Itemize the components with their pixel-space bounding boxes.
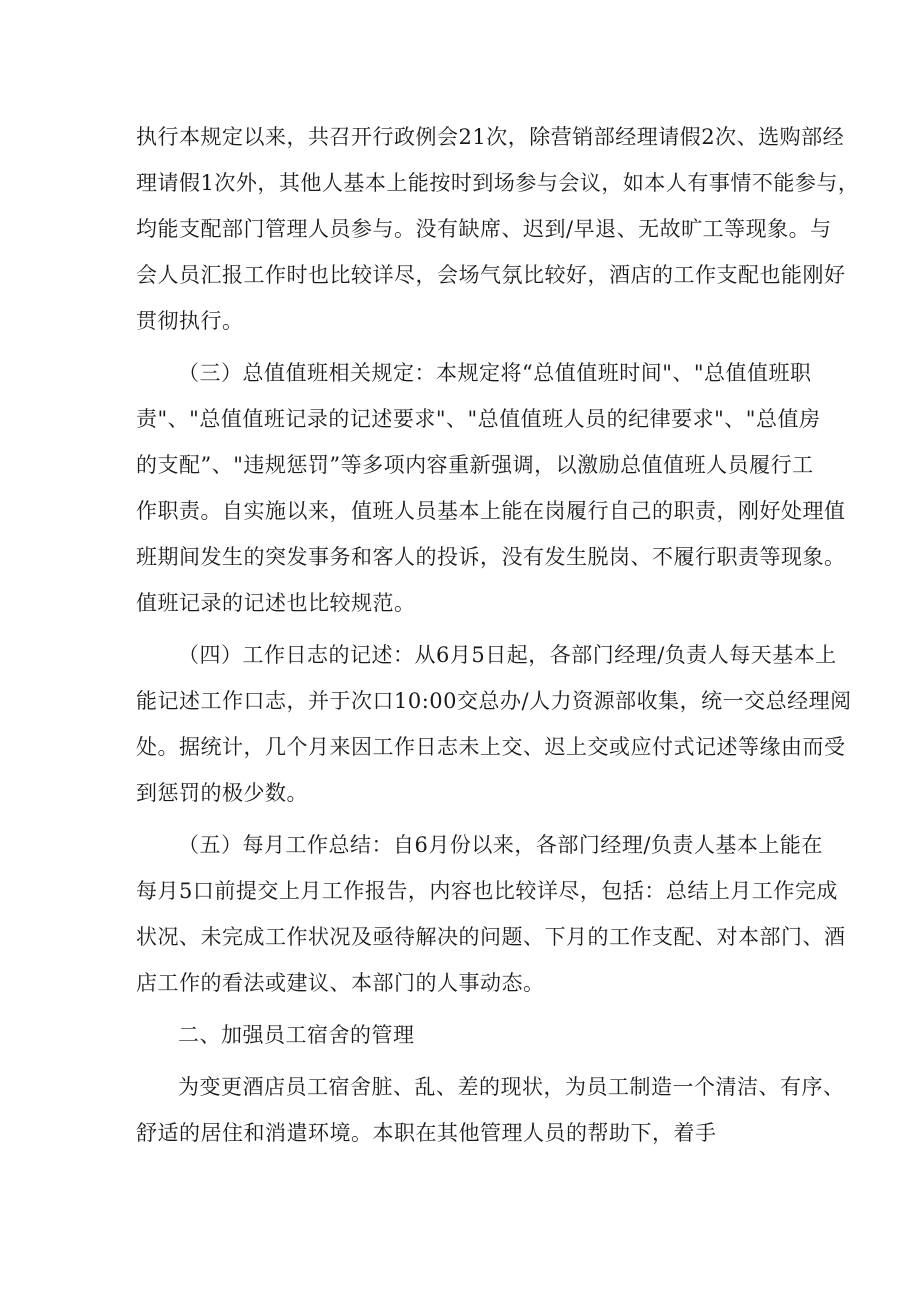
text-line <box>0 866 920 916</box>
line-text: 理请假1次外，其他人基本上能按时到场参与会议，如本人有事情不能参与， <box>136 171 860 195</box>
line-text: 值班记录的记述也比较规范。 <box>136 591 416 615</box>
text-line <box>0 204 920 254</box>
section-title-line <box>0 1010 920 1060</box>
text-line <box>0 532 920 582</box>
text-line <box>0 394 920 444</box>
text-line <box>0 1108 920 1158</box>
line-text: 每月5口前提交上月工作报告，内容也比较详尽，包括：总结上月工作完成 <box>136 879 838 903</box>
text-line <box>0 958 920 1008</box>
section-heading-line <box>0 348 920 398</box>
line-text: 执行本规定以来，共召开行政例会21次，除营销部经理请假2次、选购部经 <box>136 125 845 149</box>
section-heading-line <box>0 820 920 870</box>
line-text: 班期间发生的突发事务和客人的投诉，没有发生脱岗、不履行职责等现象。 <box>136 545 846 569</box>
line-text: 责"、"总值值班记录的记述要求"、"总值值班人员的纪律要求"、"总值房 <box>136 407 821 431</box>
text-line <box>0 296 920 346</box>
section-heading-line <box>0 1062 920 1112</box>
line-text: 舒适的居住和消遣环境。本职在其他管理人员的帮助下，着手 <box>136 1121 717 1145</box>
text-line <box>0 768 920 818</box>
text-line <box>0 486 920 536</box>
line-text: （五）每月工作总结：自6月份以来，各部门经理/负责人基本上能在 <box>178 833 823 857</box>
line-text: 状况、未完成工作状况及亟待解决的问题、下月的工作支配、对本部门、酒 <box>136 925 846 949</box>
text-line <box>0 676 920 726</box>
text-line <box>0 112 920 162</box>
section-heading-line <box>0 630 920 680</box>
line-text: （四）工作日志的记述：从6月5日起，各部门经理/负责人每天基本上 <box>178 643 837 667</box>
text-line <box>0 440 920 490</box>
text-line <box>0 722 920 772</box>
text-line <box>0 578 920 628</box>
line-text: 店工作的看法或建议、本部门的人事动态。 <box>136 971 545 995</box>
line-text: 会人员汇报工作时也比较详尽，会场气氛比较好，酒店的工作支配也能刚好 <box>136 263 846 287</box>
line-text: （三）总值值班相关规定：本规定将“总值值班时间"、"总值值班职 <box>178 361 812 385</box>
text-line <box>0 250 920 300</box>
section-title: 二、加强员工宿舍的管理 <box>178 1023 415 1047</box>
line-text: 均能支配部门管理人员参与。没有缺席、迟到/早退、无故旷工等现象。与 <box>136 217 832 241</box>
text-line <box>0 912 920 962</box>
line-text: 的支配”、"违规惩罚”等多项内容重新强调，以激励总值值班人员履行工 <box>136 453 814 477</box>
line-text: 到惩罚的极少数。 <box>136 781 308 805</box>
line-text: 贯彻执行。 <box>136 309 244 333</box>
line-text: 处。据统计，几个月来因工作日志未上交、迟上交或应付式记述等缘由而受 <box>136 735 846 759</box>
line-text: 作职责。自实施以来，值班人员基本上能在岗履行自己的职责，刚好处理值 <box>136 499 846 523</box>
line-text: 能记述工作口志，并于次口10:00交总办/人力资源部收集，统一交总经理阅 <box>136 689 852 713</box>
text-line <box>0 158 920 208</box>
line-text: 为变更酒店员工宿舍脏、乱、差的现状，为员工制造一个清洁、有序、 <box>178 1075 845 1099</box>
